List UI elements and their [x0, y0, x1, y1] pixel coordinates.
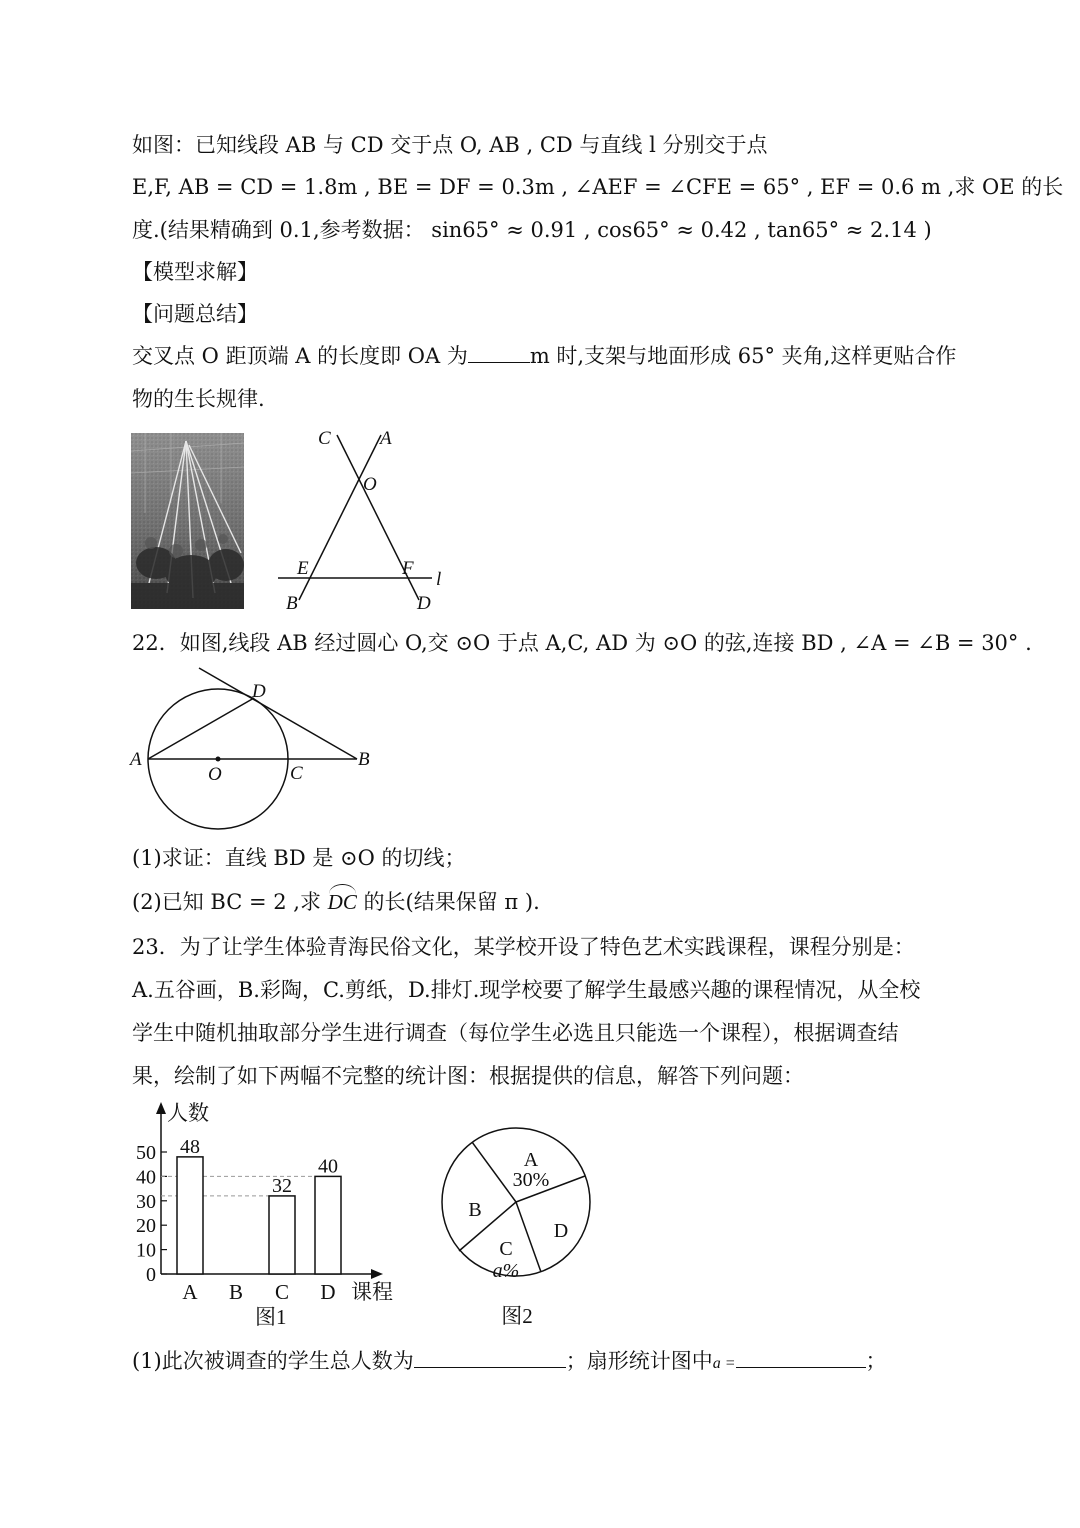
- label-b: B: [286, 593, 298, 614]
- slice-b-label: B: [468, 1199, 482, 1221]
- label-c: C: [290, 763, 303, 784]
- q22-figure: [125, 665, 385, 845]
- arc-dc: DC: [328, 887, 357, 917]
- q21-summary-line2: 物的生长规律.: [132, 387, 265, 411]
- label-a: A: [380, 428, 392, 449]
- y-tick-label: 40: [136, 1166, 156, 1189]
- slice-d-label: D: [553, 1220, 569, 1242]
- tangent-bd: [199, 668, 357, 759]
- y-tick-label: 20: [136, 1215, 156, 1238]
- trellis-photo: [131, 433, 244, 609]
- bar: [177, 1157, 203, 1274]
- y-tick-label: 10: [136, 1239, 156, 1262]
- category-label: A: [182, 1280, 198, 1304]
- q23-part1: [132, 1346, 887, 1379]
- label-b: B: [358, 749, 370, 770]
- label-d: D: [252, 681, 266, 702]
- label-c: C: [318, 428, 331, 449]
- q21-summary: [132, 341, 956, 371]
- q23-line1: 23．为了让学生体验青海民俗文化，某学校开设了特色艺术实践课程，课程分别是：: [132, 935, 915, 959]
- model-heading: 【模型求解】: [132, 260, 258, 284]
- center-point: [216, 757, 221, 762]
- answer-blank-a[interactable]: [736, 1347, 866, 1368]
- slice-c-label: C: [499, 1238, 513, 1260]
- q21-line3: 度.(结果精确到 0.1,参考数据： sin65° ≈ 0.91 , cos65° ≈ 0.42 , tan65° ≈ 2.14 ): [132, 218, 932, 242]
- part1-mid: ；扇形统计图中: [565, 1349, 713, 1373]
- summary-text-pre: 交叉点 O 距顶端 A 的长度即 OA 为: [132, 344, 468, 368]
- label-e: E: [297, 558, 309, 579]
- pie-chart: [430, 1110, 610, 1340]
- bar: [315, 1176, 341, 1274]
- slice-c-percent: a%: [492, 1260, 520, 1282]
- value-label: 48: [180, 1135, 200, 1158]
- y-axis-label: 人数: [167, 1101, 209, 1125]
- slice-a-percent: 30%: [512, 1169, 550, 1191]
- part2-pre: (2)已知 BC = 2 ,求: [132, 890, 321, 914]
- part1-end: ；: [865, 1349, 887, 1373]
- y-tick-label: 50: [136, 1142, 156, 1164]
- q23-line4: 果，绘制了如下两幅不完整的统计图：根据提供的信息，解答下列问题：: [132, 1064, 804, 1088]
- x-axis-label: 课程: [351, 1280, 393, 1304]
- category-label: D: [320, 1280, 336, 1304]
- answer-blank-oa[interactable]: [468, 342, 530, 363]
- label-f: F: [402, 558, 414, 579]
- label-o: O: [363, 474, 377, 495]
- part1-pre: (1)此次被调查的学生总人数为: [132, 1349, 414, 1373]
- line-ab: [299, 435, 381, 600]
- q22-stem: 22．如图,线段 AB 经过圆心 O,交 ⊙O 于点 A,C, AD 为 ⊙O 的弦,连接 BD , ∠A = ∠B = 30° .: [132, 631, 1032, 655]
- chart-title: 图1: [255, 1305, 287, 1329]
- divider-a-b: [472, 1142, 516, 1202]
- value-label: 40: [318, 1155, 338, 1178]
- label-a: A: [130, 749, 142, 770]
- q22-part2: [132, 887, 540, 917]
- category-label: B: [228, 1280, 244, 1304]
- q22-part1: (1)求证：直线 BD 是 ⊙O 的切线；: [132, 846, 466, 870]
- answer-blank-total[interactable]: [414, 1347, 566, 1368]
- y-tick-label: 0: [146, 1264, 156, 1286]
- label-d: D: [417, 593, 431, 614]
- q21-line2: E,F, AB = CD = 1.8m , BE = DF = 0.3m , ∠AEF = ∠CFE = 65° , EF = 0.6 m ,求 OE 的长: [132, 175, 1064, 199]
- slice-a-label: A: [523, 1149, 539, 1171]
- part1-var: a =: [712, 1355, 736, 1372]
- q21-figure: [270, 425, 450, 615]
- bar: [269, 1196, 295, 1274]
- summary-heading: 【问题总结】: [132, 302, 258, 326]
- label-o: O: [208, 764, 222, 785]
- y-tick-label: 30: [136, 1190, 156, 1213]
- bar-chart: [125, 1098, 415, 1338]
- divider-c-d: [516, 1202, 541, 1272]
- part2-post: 的长(结果保留 π ).: [363, 890, 540, 914]
- summary-text-post: m 时,支架与地面形成 65° 夹角,这样更贴合作: [529, 344, 957, 368]
- q23-line3: 学生中随机抽取部分学生进行调查（每位学生必选且只能选一个课程），根据调查结: [132, 1021, 899, 1045]
- value-label: 32: [272, 1174, 292, 1197]
- chart-title: 图2: [501, 1304, 533, 1328]
- chord-ad: [148, 698, 254, 759]
- category-label: C: [274, 1280, 290, 1304]
- q21-line1: 如图：已知线段 AB 与 CD 交于点 O, AB , CD 与直线 l 分别交于点: [132, 133, 768, 157]
- y-axis-arrow: [156, 1102, 166, 1114]
- label-l: l: [436, 569, 442, 590]
- x-axis-arrow: [371, 1269, 383, 1279]
- q23-line2: A.五谷画，B.彩陶，C.剪纸，D.排灯.现学校要了解学生最感兴趣的课程情况，从全校: [132, 978, 921, 1002]
